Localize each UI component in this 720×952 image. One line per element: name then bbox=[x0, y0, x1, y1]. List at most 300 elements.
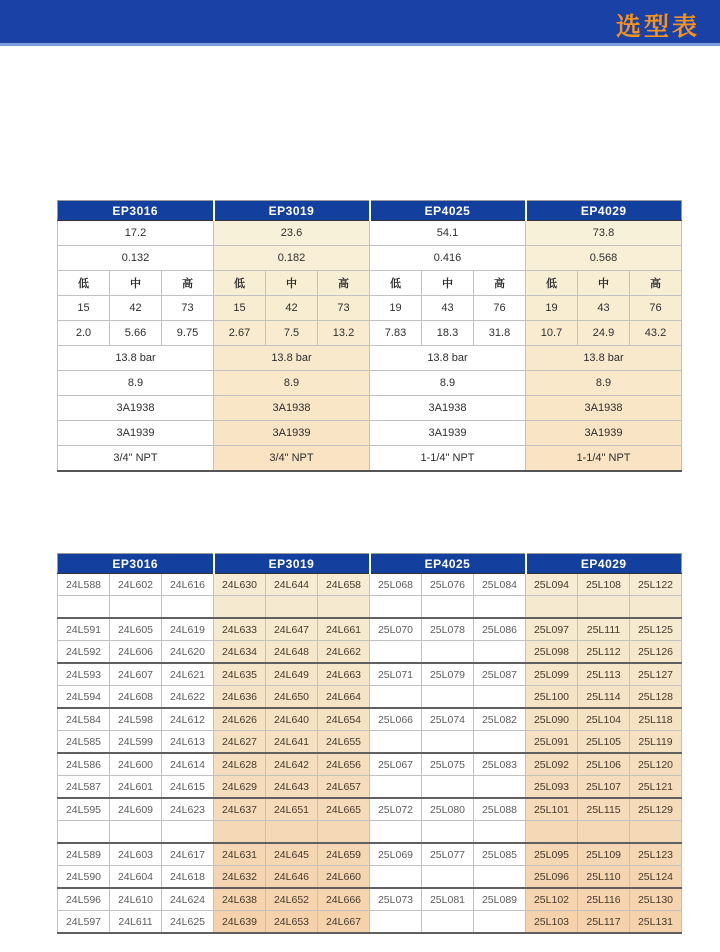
model-cell: 25L113 bbox=[578, 663, 630, 686]
model-cell: 24L586 bbox=[58, 753, 110, 776]
model-cell: 24L616 bbox=[162, 574, 214, 596]
spec-cell: 3A1939 bbox=[526, 421, 682, 446]
model-cell: 24L655 bbox=[318, 731, 370, 754]
spec-row bbox=[58, 346, 682, 371]
spec-cell: 7.5 bbox=[266, 321, 318, 346]
model-cell: 24L638 bbox=[214, 888, 266, 911]
spec-cell: 0.182 bbox=[214, 246, 370, 271]
spec-cell: 中 bbox=[422, 271, 474, 296]
model-cell: 24L595 bbox=[58, 798, 110, 821]
model-cell: 24L659 bbox=[318, 843, 370, 866]
model-cell bbox=[162, 821, 214, 844]
model-cell: 25L107 bbox=[578, 776, 630, 799]
model-cell bbox=[526, 821, 578, 844]
spec-cell: 低 bbox=[214, 271, 266, 296]
model-cell bbox=[526, 596, 578, 619]
model-cell: 25L122 bbox=[630, 574, 682, 596]
spec-cell: 73 bbox=[162, 296, 214, 321]
model-cell: 24L639 bbox=[214, 911, 266, 934]
model-cell: 25L131 bbox=[630, 911, 682, 934]
model-cell: 25L111 bbox=[578, 618, 630, 641]
spec-cell: 13.8 bar bbox=[526, 346, 682, 371]
model-cell: 24L664 bbox=[318, 686, 370, 709]
spec-cell: 43.2 bbox=[630, 321, 682, 346]
model-cell: 24L667 bbox=[318, 911, 370, 934]
model-cell: 25L080 bbox=[422, 798, 474, 821]
model-cell: 25L078 bbox=[422, 618, 474, 641]
model-cell: 24L627 bbox=[214, 731, 266, 754]
model-cell: 25L126 bbox=[630, 641, 682, 664]
model-cell: 25L088 bbox=[474, 798, 526, 821]
model-cell: 25L116 bbox=[578, 888, 630, 911]
model-cell bbox=[474, 911, 526, 934]
model-cell: 24L653 bbox=[266, 911, 318, 934]
spec-cell: 3A1939 bbox=[58, 421, 214, 446]
header-row bbox=[58, 554, 682, 574]
model-cell bbox=[370, 866, 422, 889]
model-table-head bbox=[58, 554, 682, 574]
spec-model-header: EP3016 bbox=[58, 201, 214, 221]
model-cell: 25L070 bbox=[370, 618, 422, 641]
model-cell: 25L083 bbox=[474, 753, 526, 776]
spec-cell: 13.2 bbox=[318, 321, 370, 346]
model-cell: 24L629 bbox=[214, 776, 266, 799]
spec-cell: 18.3 bbox=[422, 321, 474, 346]
model-cell: 24L606 bbox=[110, 641, 162, 664]
model-cell bbox=[474, 686, 526, 709]
model-cell: 25L090 bbox=[526, 708, 578, 731]
model-cell: 25L119 bbox=[630, 731, 682, 754]
spec-cell: 3A1939 bbox=[214, 421, 370, 446]
model-cell bbox=[266, 596, 318, 619]
model-cell: 24L622 bbox=[162, 686, 214, 709]
model-cell: 24L598 bbox=[110, 708, 162, 731]
spec-cell: 76 bbox=[474, 296, 526, 321]
model-cell: 24L657 bbox=[318, 776, 370, 799]
model-cell: 25L089 bbox=[474, 888, 526, 911]
spec-cell: 17.2 bbox=[58, 221, 214, 246]
model-row bbox=[58, 888, 682, 911]
model-cell bbox=[422, 776, 474, 799]
model-cell: 24L652 bbox=[266, 888, 318, 911]
model-cell: 25L071 bbox=[370, 663, 422, 686]
model-cell bbox=[474, 641, 526, 664]
model-row bbox=[58, 731, 682, 754]
model-cell bbox=[474, 596, 526, 619]
model-cell: 24L636 bbox=[214, 686, 266, 709]
model-row bbox=[58, 776, 682, 799]
spec-cell: 3A1938 bbox=[526, 396, 682, 421]
spec-cell: 低 bbox=[370, 271, 422, 296]
model-cell: 24L590 bbox=[58, 866, 110, 889]
spec-cell: 23.6 bbox=[214, 221, 370, 246]
spec-row bbox=[58, 321, 682, 346]
model-cell: 25L098 bbox=[526, 641, 578, 664]
model-cell: 25L075 bbox=[422, 753, 474, 776]
model-cell bbox=[58, 596, 110, 619]
model-cell bbox=[370, 686, 422, 709]
spec-cell: 低 bbox=[58, 271, 110, 296]
model-model-header: EP4025 bbox=[370, 554, 526, 574]
model-row bbox=[58, 574, 682, 596]
spec-cell: 8.9 bbox=[370, 371, 526, 396]
model-cell: 25L092 bbox=[526, 753, 578, 776]
spec-model-header: EP4025 bbox=[370, 201, 526, 221]
model-cell: 25L086 bbox=[474, 618, 526, 641]
spec-row bbox=[58, 371, 682, 396]
model-cell: 25L130 bbox=[630, 888, 682, 911]
model-cell: 24L663 bbox=[318, 663, 370, 686]
model-cell: 24L594 bbox=[58, 686, 110, 709]
model-cell: 25L104 bbox=[578, 708, 630, 731]
model-cell bbox=[370, 776, 422, 799]
model-cell: 24L609 bbox=[110, 798, 162, 821]
model-cell: 24L656 bbox=[318, 753, 370, 776]
spec-cell: 31.8 bbox=[474, 321, 526, 346]
model-cell: 24L650 bbox=[266, 686, 318, 709]
model-cell: 25L085 bbox=[474, 843, 526, 866]
spec-cell: 1-1/4" NPT bbox=[370, 446, 526, 472]
model-cell bbox=[318, 821, 370, 844]
spec-cell: 8.9 bbox=[214, 371, 370, 396]
model-cell: 25L073 bbox=[370, 888, 422, 911]
spec-cell: 8.9 bbox=[58, 371, 214, 396]
model-cell: 25L077 bbox=[422, 843, 474, 866]
spec-cell: 9.75 bbox=[162, 321, 214, 346]
spec-cell: 低 bbox=[526, 271, 578, 296]
spec-cell: 高 bbox=[474, 271, 526, 296]
spec-cell: 2.0 bbox=[58, 321, 110, 346]
model-cell: 24L593 bbox=[58, 663, 110, 686]
model-cell bbox=[422, 596, 474, 619]
model-cell: 24L623 bbox=[162, 798, 214, 821]
spec-cell: 2.67 bbox=[214, 321, 266, 346]
page-title: 选型表 bbox=[615, 13, 700, 41]
model-cell bbox=[214, 821, 266, 844]
model-cell: 25L128 bbox=[630, 686, 682, 709]
model-cell: 24L633 bbox=[214, 618, 266, 641]
model-row bbox=[58, 866, 682, 889]
spec-row bbox=[58, 396, 682, 421]
model-cell: 24L630 bbox=[214, 574, 266, 596]
model-row bbox=[58, 708, 682, 731]
model-cell: 25L112 bbox=[578, 641, 630, 664]
spec-cell: 76 bbox=[630, 296, 682, 321]
model-row bbox=[58, 843, 682, 866]
spec-cell: 19 bbox=[370, 296, 422, 321]
model-cell: 24L603 bbox=[110, 843, 162, 866]
model-cell bbox=[422, 686, 474, 709]
spec-cell: 7.83 bbox=[370, 321, 422, 346]
model-cell: 24L589 bbox=[58, 843, 110, 866]
spec-row bbox=[58, 446, 682, 472]
model-cell bbox=[162, 596, 214, 619]
model-cell: 25L125 bbox=[630, 618, 682, 641]
model-cell: 24L645 bbox=[266, 843, 318, 866]
model-cell: 24L651 bbox=[266, 798, 318, 821]
model-cell: 25L095 bbox=[526, 843, 578, 866]
spec-model-header: EP3019 bbox=[214, 201, 370, 221]
model-cell: 24L649 bbox=[266, 663, 318, 686]
model-cell bbox=[474, 776, 526, 799]
model-cell: 25L102 bbox=[526, 888, 578, 911]
model-cell: 25L109 bbox=[578, 843, 630, 866]
model-cell: 24L635 bbox=[214, 663, 266, 686]
model-cell: 25L110 bbox=[578, 866, 630, 889]
model-cell: 24L618 bbox=[162, 866, 214, 889]
model-cell: 25L094 bbox=[526, 574, 578, 596]
model-cell bbox=[630, 821, 682, 844]
model-cell bbox=[422, 641, 474, 664]
model-cell: 24L587 bbox=[58, 776, 110, 799]
model-cell: 25L101 bbox=[526, 798, 578, 821]
spec-cell: 3/4" NPT bbox=[214, 446, 370, 472]
model-cell: 24L626 bbox=[214, 708, 266, 731]
spec-cell: 73.8 bbox=[526, 221, 682, 246]
spec-cell: 15 bbox=[214, 296, 266, 321]
page-header-band bbox=[0, 0, 720, 46]
model-cell: 25L118 bbox=[630, 708, 682, 731]
model-row bbox=[58, 686, 682, 709]
model-cell: 24L607 bbox=[110, 663, 162, 686]
model-cell: 25L067 bbox=[370, 753, 422, 776]
model-cell bbox=[578, 821, 630, 844]
model-row bbox=[58, 663, 682, 686]
spec-cell: 0.568 bbox=[526, 246, 682, 271]
model-cell: 24L596 bbox=[58, 888, 110, 911]
spec-cell: 43 bbox=[578, 296, 630, 321]
model-cell: 24L617 bbox=[162, 843, 214, 866]
model-cell bbox=[370, 731, 422, 754]
spec-cell: 10.7 bbox=[526, 321, 578, 346]
model-cell: 24L611 bbox=[110, 911, 162, 934]
model-cell bbox=[370, 821, 422, 844]
model-cell: 25L091 bbox=[526, 731, 578, 754]
model-cell: 25L074 bbox=[422, 708, 474, 731]
model-cell: 24L624 bbox=[162, 888, 214, 911]
spec-cell: 中 bbox=[266, 271, 318, 296]
spec-cell: 3A1938 bbox=[58, 396, 214, 421]
spec-cell: 0.132 bbox=[58, 246, 214, 271]
model-cell: 24L632 bbox=[214, 866, 266, 889]
spec-cell: 19 bbox=[526, 296, 578, 321]
spec-row bbox=[58, 421, 682, 446]
model-cell: 24L665 bbox=[318, 798, 370, 821]
model-cell: 25L076 bbox=[422, 574, 474, 596]
model-cell: 24L614 bbox=[162, 753, 214, 776]
spec-cell: 15 bbox=[58, 296, 110, 321]
spec-table-head bbox=[58, 201, 682, 221]
model-cell: 25L106 bbox=[578, 753, 630, 776]
spec-cell: 中 bbox=[578, 271, 630, 296]
model-cell bbox=[110, 821, 162, 844]
spec-cell: 3A1938 bbox=[370, 396, 526, 421]
spec-cell: 3A1938 bbox=[214, 396, 370, 421]
spec-row bbox=[58, 246, 682, 271]
model-cell: 25L068 bbox=[370, 574, 422, 596]
spec-cell: 24.9 bbox=[578, 321, 630, 346]
spec-model-header: EP4029 bbox=[526, 201, 682, 221]
model-cell: 24L591 bbox=[58, 618, 110, 641]
spec-cell: 5.66 bbox=[110, 321, 162, 346]
model-table-body bbox=[58, 574, 682, 934]
model-cell bbox=[214, 596, 266, 619]
model-cell: 25L124 bbox=[630, 866, 682, 889]
model-cell: 24L631 bbox=[214, 843, 266, 866]
model-cell: 24L597 bbox=[58, 911, 110, 934]
model-cell: 24L613 bbox=[162, 731, 214, 754]
spec-cell: 73 bbox=[318, 296, 370, 321]
model-cell bbox=[578, 596, 630, 619]
model-cell: 24L592 bbox=[58, 641, 110, 664]
model-cell: 24L620 bbox=[162, 641, 214, 664]
spec-row bbox=[58, 221, 682, 246]
spec-cell: 高 bbox=[318, 271, 370, 296]
model-cell: 24L644 bbox=[266, 574, 318, 596]
model-cell: 24L647 bbox=[266, 618, 318, 641]
spec-cell: 8.9 bbox=[526, 371, 682, 396]
spec-cell: 42 bbox=[110, 296, 162, 321]
spec-table bbox=[57, 200, 682, 472]
model-cell bbox=[474, 731, 526, 754]
model-cell: 25L087 bbox=[474, 663, 526, 686]
model-cell: 24L641 bbox=[266, 731, 318, 754]
model-cell: 24L642 bbox=[266, 753, 318, 776]
model-cell bbox=[474, 866, 526, 889]
model-row bbox=[58, 618, 682, 641]
model-row bbox=[58, 798, 682, 821]
model-cell: 24L621 bbox=[162, 663, 214, 686]
model-cell: 24L612 bbox=[162, 708, 214, 731]
model-cell: 25L117 bbox=[578, 911, 630, 934]
model-row bbox=[58, 911, 682, 934]
spec-cell: 0.416 bbox=[370, 246, 526, 271]
model-cell: 24L599 bbox=[110, 731, 162, 754]
model-cell: 24L658 bbox=[318, 574, 370, 596]
model-cell bbox=[474, 821, 526, 844]
spec-cell: 43 bbox=[422, 296, 474, 321]
model-cell: 24L662 bbox=[318, 641, 370, 664]
model-cell: 24L610 bbox=[110, 888, 162, 911]
model-cell: 25L072 bbox=[370, 798, 422, 821]
model-cell bbox=[422, 731, 474, 754]
model-cell: 25L105 bbox=[578, 731, 630, 754]
model-cell bbox=[370, 911, 422, 934]
model-cell bbox=[370, 641, 422, 664]
model-cell: 24L605 bbox=[110, 618, 162, 641]
model-cell: 25L115 bbox=[578, 798, 630, 821]
model-cell: 24L615 bbox=[162, 776, 214, 799]
spec-cell: 中 bbox=[110, 271, 162, 296]
model-cell: 24L661 bbox=[318, 618, 370, 641]
model-cell: 24L637 bbox=[214, 798, 266, 821]
model-cell: 24L600 bbox=[110, 753, 162, 776]
model-cell bbox=[630, 596, 682, 619]
model-cell: 24L601 bbox=[110, 776, 162, 799]
model-cell: 25L108 bbox=[578, 574, 630, 596]
header-row bbox=[58, 201, 682, 221]
model-cell: 25L120 bbox=[630, 753, 682, 776]
model-cell: 25L114 bbox=[578, 686, 630, 709]
spec-cell: 42 bbox=[266, 296, 318, 321]
model-cell bbox=[422, 866, 474, 889]
model-cell: 24L648 bbox=[266, 641, 318, 664]
model-table bbox=[57, 553, 682, 934]
model-row bbox=[58, 641, 682, 664]
model-cell: 24L602 bbox=[110, 574, 162, 596]
model-cell: 25L066 bbox=[370, 708, 422, 731]
model-cell bbox=[370, 596, 422, 619]
spec-cell: 1-1/4" NPT bbox=[526, 446, 682, 472]
spec-table-body bbox=[58, 221, 682, 472]
model-cell: 24L646 bbox=[266, 866, 318, 889]
model-row bbox=[58, 596, 682, 619]
model-cell: 25L084 bbox=[474, 574, 526, 596]
model-cell: 24L643 bbox=[266, 776, 318, 799]
model-cell: 24L608 bbox=[110, 686, 162, 709]
model-cell: 24L625 bbox=[162, 911, 214, 934]
model-cell: 24L666 bbox=[318, 888, 370, 911]
model-cell: 24L619 bbox=[162, 618, 214, 641]
model-model-header: EP3019 bbox=[214, 554, 370, 574]
spec-cell: 54.1 bbox=[370, 221, 526, 246]
model-model-header: EP4029 bbox=[526, 554, 682, 574]
model-cell: 24L604 bbox=[110, 866, 162, 889]
spec-cell: 13.8 bar bbox=[58, 346, 214, 371]
model-cell: 24L628 bbox=[214, 753, 266, 776]
model-cell: 25L100 bbox=[526, 686, 578, 709]
model-cell: 24L634 bbox=[214, 641, 266, 664]
model-cell bbox=[58, 821, 110, 844]
model-cell: 25L103 bbox=[526, 911, 578, 934]
model-cell: 24L588 bbox=[58, 574, 110, 596]
spec-cell: 高 bbox=[630, 271, 682, 296]
model-cell: 25L093 bbox=[526, 776, 578, 799]
model-cell: 25L082 bbox=[474, 708, 526, 731]
spec-cell: 13.8 bar bbox=[370, 346, 526, 371]
model-cell: 25L097 bbox=[526, 618, 578, 641]
model-cell bbox=[422, 821, 474, 844]
model-cell: 24L654 bbox=[318, 708, 370, 731]
model-cell: 25L123 bbox=[630, 843, 682, 866]
model-model-header: EP3016 bbox=[58, 554, 214, 574]
model-cell bbox=[266, 821, 318, 844]
model-cell bbox=[422, 911, 474, 934]
model-cell: 25L081 bbox=[422, 888, 474, 911]
model-cell: 25L127 bbox=[630, 663, 682, 686]
model-row bbox=[58, 753, 682, 776]
model-cell: 25L121 bbox=[630, 776, 682, 799]
model-cell: 25L129 bbox=[630, 798, 682, 821]
model-cell: 24L660 bbox=[318, 866, 370, 889]
model-cell: 25L096 bbox=[526, 866, 578, 889]
model-cell: 25L069 bbox=[370, 843, 422, 866]
spec-cell: 3/4" NPT bbox=[58, 446, 214, 472]
model-cell: 25L079 bbox=[422, 663, 474, 686]
model-row bbox=[58, 821, 682, 844]
spec-row bbox=[58, 271, 682, 296]
model-cell bbox=[110, 596, 162, 619]
spec-cell: 高 bbox=[162, 271, 214, 296]
spec-row bbox=[58, 296, 682, 321]
spec-cell: 13.8 bar bbox=[214, 346, 370, 371]
model-cell: 24L640 bbox=[266, 708, 318, 731]
model-cell bbox=[318, 596, 370, 619]
spec-cell: 3A1939 bbox=[370, 421, 526, 446]
model-cell: 24L585 bbox=[58, 731, 110, 754]
model-cell: 24L584 bbox=[58, 708, 110, 731]
model-cell: 25L099 bbox=[526, 663, 578, 686]
